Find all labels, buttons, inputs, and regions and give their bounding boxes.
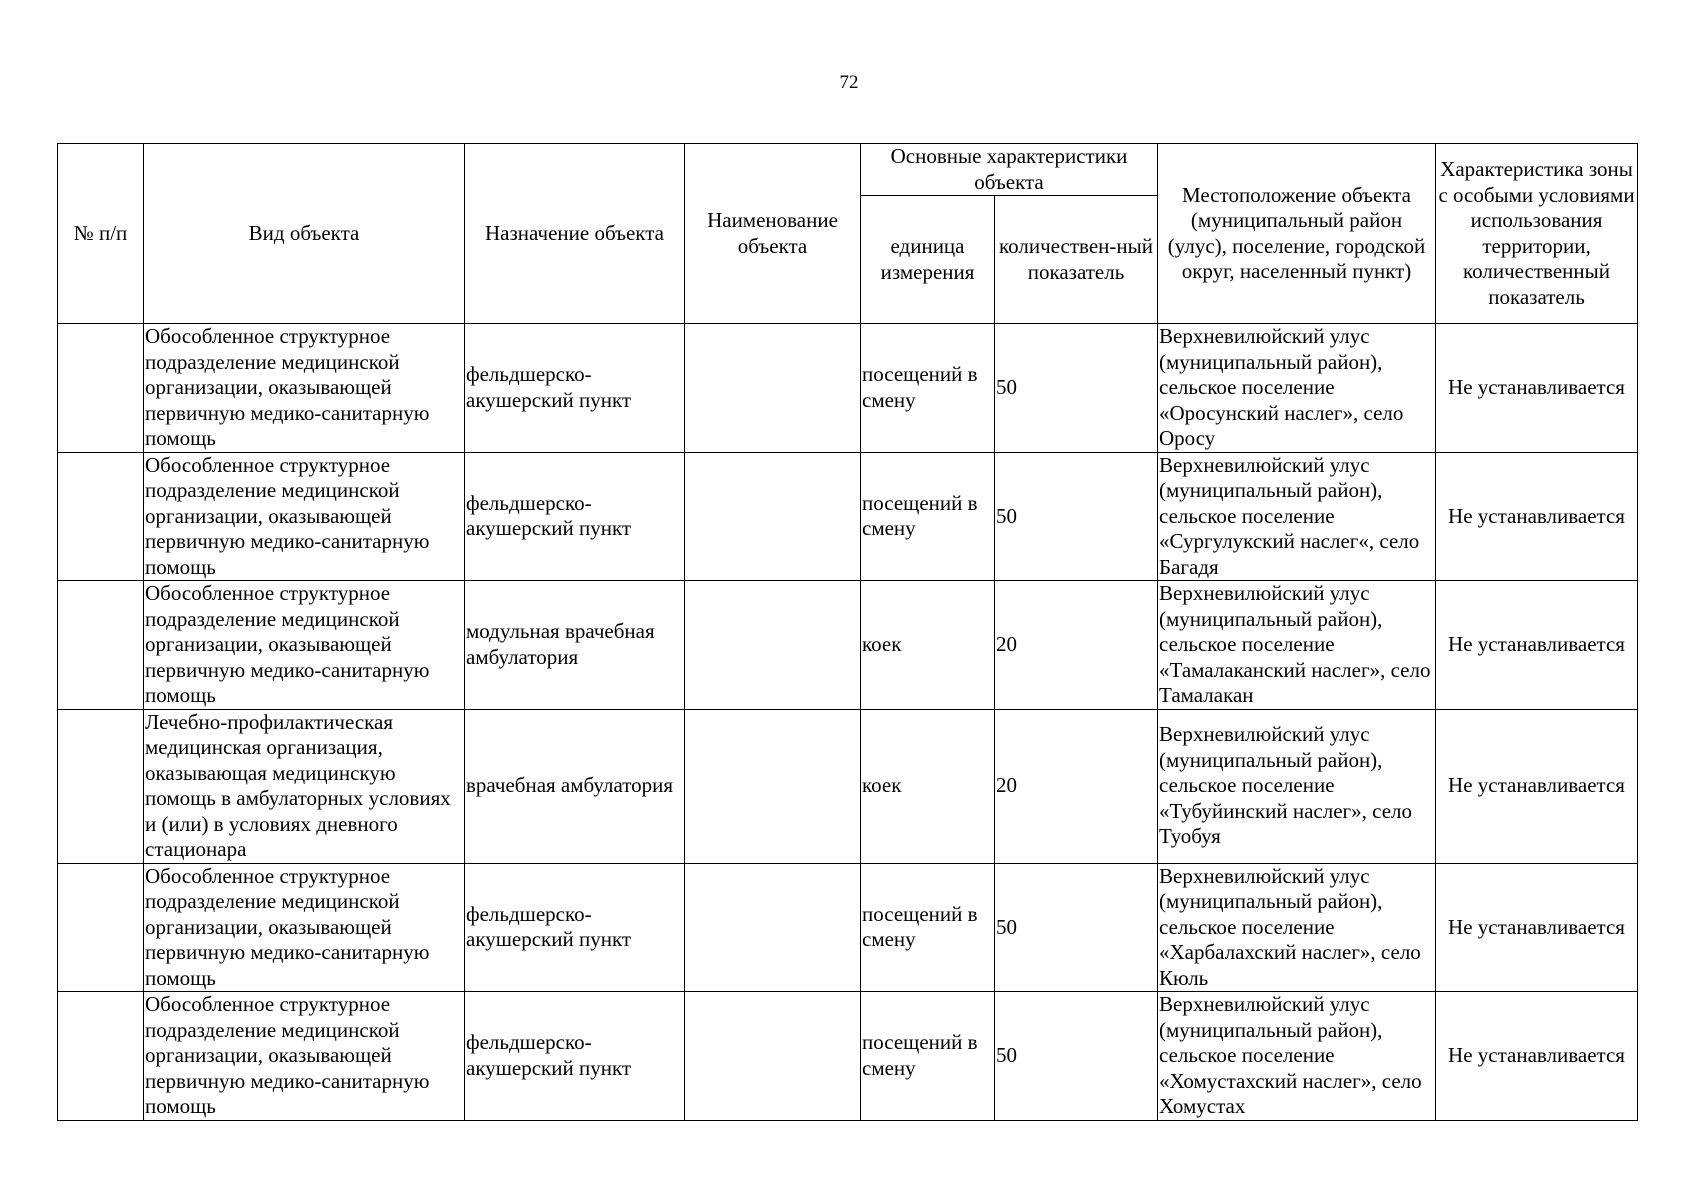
header-quantity: количествен-ный показатель	[995, 196, 1158, 324]
table-row	[58, 452, 1638, 581]
cell-quantity: 20	[995, 581, 1158, 710]
cell-num	[58, 992, 144, 1121]
cell-zone: Не устанавливается	[1436, 324, 1638, 453]
cell-quantity: 50	[995, 452, 1158, 581]
cell-num	[58, 324, 144, 453]
cell-quantity: 20	[995, 709, 1158, 863]
objects-table	[57, 143, 1638, 1121]
cell-num	[58, 452, 144, 581]
cell-name	[685, 324, 861, 453]
cell-num	[58, 581, 144, 710]
cell-purpose: модульная врачебная амбулатория	[465, 581, 685, 710]
header-purpose: Назначение объекта	[465, 144, 685, 324]
cell-location: Верхневилюйский улус (муниципальный район), сельское поселение «Тамалаканский наслег», село Тамалакан	[1158, 581, 1436, 710]
cell-kind: Обособленное структурное подразделение медицинской организации, оказывающей первичную медико-санитарную помощь	[144, 863, 465, 992]
cell-purpose: фельдшерско-акушерский пункт	[465, 992, 685, 1121]
cell-unit: посещений в смену	[861, 324, 995, 453]
cell-quantity: 50	[995, 324, 1158, 453]
cell-name	[685, 992, 861, 1121]
cell-unit: коек	[861, 581, 995, 710]
cell-location: Верхневилюйский улус (муниципальный район), сельское поселение «Сургулукский наслег«, село Багадя	[1158, 452, 1436, 581]
cell-unit: посещений в смену	[861, 992, 995, 1121]
cell-quantity: 50	[995, 863, 1158, 992]
cell-name	[685, 581, 861, 710]
cell-kind: Лечебно-профилактическая медицинская организация, оказывающая медицинскую помощь в амбулаторных условиях и (или) в условиях дневного стационара	[144, 709, 465, 863]
header-num: № п/п	[58, 144, 144, 324]
header-kind: Вид объекта	[144, 144, 465, 324]
cell-unit: коек	[861, 709, 995, 863]
header-main-characteristics: Основные характеристики объекта	[861, 144, 1158, 196]
cell-unit: посещений в смену	[861, 863, 995, 992]
cell-name	[685, 452, 861, 581]
cell-kind: Обособленное структурное подразделение медицинской организации, оказывающей первичную медико-санитарную помощь	[144, 581, 465, 710]
cell-num	[58, 863, 144, 992]
table-row	[58, 581, 1638, 710]
header-unit: единица измерения	[861, 196, 995, 324]
cell-zone: Не устанавливается	[1436, 581, 1638, 710]
cell-name	[685, 709, 861, 863]
cell-kind: Обособленное структурное подразделение медицинской организации, оказывающей первичную медико-санитарную помощь	[144, 992, 465, 1121]
header-zone: Характеристика зоны с особыми условиями использования территории, количественный показатель	[1436, 144, 1638, 324]
table-row	[58, 992, 1638, 1121]
cell-location: Верхневилюйский улус (муниципальный район), сельское поселение «Оросунский наслег», село Оросу	[1158, 324, 1436, 453]
cell-zone: Не устанавливается	[1436, 863, 1638, 992]
cell-purpose: фельдшерско-акушерский пункт	[465, 863, 685, 992]
cell-zone: Не устанавливается	[1436, 992, 1638, 1121]
cell-zone: Не устанавливается	[1436, 452, 1638, 581]
cell-location: Верхневилюйский улус (муниципальный район), сельское поселение «Хомустахский наслег», село Хомустах	[1158, 992, 1436, 1121]
cell-purpose: врачебная амбулатория	[465, 709, 685, 863]
table-row	[58, 324, 1638, 453]
cell-kind: Обособленное структурное подразделение медицинской организации, оказывающей первичную медико-санитарную помощь	[144, 324, 465, 453]
cell-name	[685, 863, 861, 992]
table-row	[58, 863, 1638, 992]
cell-zone: Не устанавливается	[1436, 709, 1638, 863]
page-number: 72	[839, 72, 859, 93]
cell-location: Верхневилюйский улус (муниципальный район), сельское поселение «Тубуйинский наслег», село Туобуя	[1158, 709, 1436, 863]
cell-num	[58, 709, 144, 863]
cell-quantity: 50	[995, 992, 1158, 1121]
header-location: Местоположение объекта (муниципальный район (улус), поселение, городской округ, населенный пункт)	[1158, 144, 1436, 324]
header-name: Наименование объекта	[685, 144, 861, 324]
table-row	[58, 709, 1638, 863]
cell-purpose: фельдшерско-акушерский пункт	[465, 452, 685, 581]
cell-purpose: фельдшерско-акушерский пункт	[465, 324, 685, 453]
cell-unit: посещений в смену	[861, 452, 995, 581]
cell-location: Верхневилюйский улус (муниципальный район), сельское поселение «Харбалахский наслег», село Кюль	[1158, 863, 1436, 992]
cell-kind: Обособленное структурное подразделение медицинской организации, оказывающей первичную медико-санитарную помощь	[144, 452, 465, 581]
